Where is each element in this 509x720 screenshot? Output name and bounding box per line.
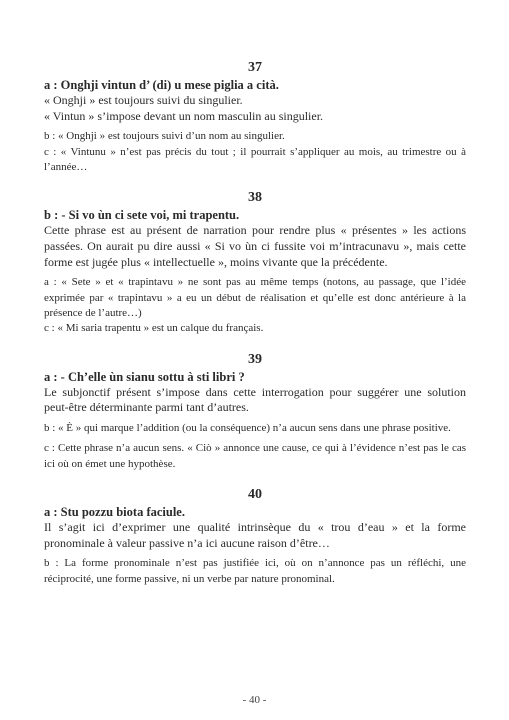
page-number: - 40 -	[242, 694, 267, 706]
explanation-paragraph: Le subjonctif présent s’impose dans cette interrogation pour suggérer une solution peut-être déterminante parmi tant d’autres.	[44, 384, 466, 415]
question-number: 40	[248, 487, 262, 503]
distractor-note: c : Cette phrase n’a aucun sens. « Ciò » annonce une cause, ce qui à l’évidence n’est pas le cas ici où on émet une hypothèse.	[44, 442, 466, 470]
explanation-paragraph: Il s’agit ici d’exprimer une qualité intrinsèque du « trou d’eau » et la forme pronominale à valeur passive n’a ici aucune raison d’être…	[44, 520, 466, 550]
explanation-paragraph: Cette phrase est au présent de narration pour rendre plus « présentes » les actions passées. On aurait pu dire aussi « Si vo ùn ci fussite voi m’intracunavu », mais cette forme est jugée plus « intellectuelle », moins vivante que la précédente.	[44, 223, 466, 269]
correct-answer: a : Onghji vintun d’ (di) u mese piglia a cità.	[44, 78, 279, 92]
distractor-note: a : « Sete » et « trapintavu » ne sont pas au même temps (notons, au passage, que l’idée exprimée par « trapintavu » a eu un début de réalisation et qu’elle est donc antérieure à la présence de l’autre…)	[44, 276, 466, 319]
answer-section-38	[44, 190, 466, 336]
explanation-line: « Onghji » est toujours suivi du singulier.	[44, 93, 243, 107]
distractor-note: b : La forme pronominale n’est pas justifiée ici, où on n’annonce pas un réfléchi, une réciprocité, une forme passive, ni un verbe par nature pronominal.	[44, 557, 466, 585]
distractor-note: c : « Mi saria trapentu » est un calque du français.	[44, 322, 264, 335]
answer-section-37	[44, 60, 466, 175]
distractor-note: b : « È » qui marque l’addition (ou la conséquence) n’a aucun sens dans une phrase positive.	[44, 422, 451, 434]
question-number: 39	[248, 351, 262, 367]
distractor-note: c : « Vintunu » n’est pas précis du tout ; il pourrait s’appliquer au mois, au trimestre ou à l’année…	[44, 145, 466, 173]
correct-answer: a : Stu pozzu biota faciule.	[44, 505, 185, 520]
question-number: 38	[248, 190, 262, 206]
question-number: 37	[248, 60, 262, 75]
correct-answer: b : - Si vo ùn ci sete voi, mi trapentu.	[44, 208, 240, 223]
explanation-line: « Vintun » s’impose devant un nom masculin au singulier.	[44, 108, 324, 123]
correct-answer: a : - Ch’elle ùn sianu sottu à sti libri ?	[44, 369, 245, 384]
document-page	[44, 60, 466, 602]
answer-section-39	[44, 352, 466, 472]
answer-section-40	[44, 487, 466, 587]
distractor-note: b : « Onghji » est toujours suivi d’un nom au singulier.	[44, 130, 285, 143]
